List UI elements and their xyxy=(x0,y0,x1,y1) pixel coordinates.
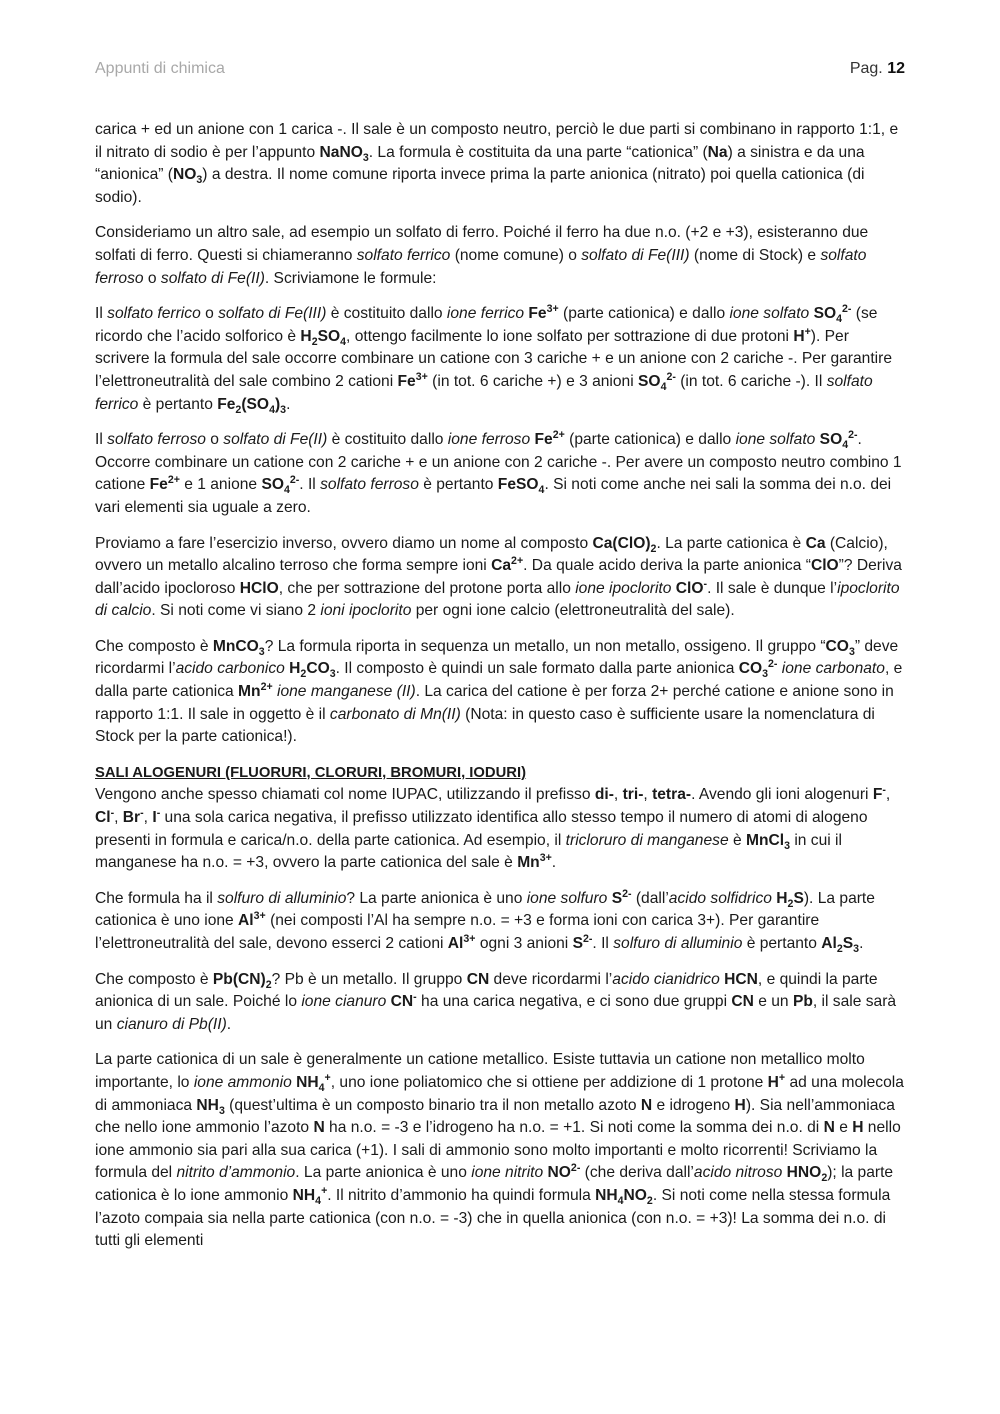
text-run: 2 xyxy=(650,542,657,555)
text-run: nitrito d’ammonio xyxy=(176,1164,296,1182)
text-run: Vengono anche spesso chiamati col nome IUPAC, utilizzando il prefisso xyxy=(95,786,595,804)
text-run: 4 xyxy=(283,484,290,497)
text-run: ClO xyxy=(810,557,839,575)
page-label: Pag. xyxy=(849,60,883,77)
text-run: deve ricordarmi l’ xyxy=(489,970,613,988)
text-run: o xyxy=(205,431,224,449)
text-run: 2 xyxy=(265,978,272,991)
text-run: ione ammonio xyxy=(193,1073,292,1091)
text-run: (Nota: in questo caso è sufficiente usare la nomenclatura di Stock per la parte cationica!). xyxy=(95,705,875,746)
text-run: . Scriviamone le formule: xyxy=(264,269,437,287)
text-run: e xyxy=(834,1119,853,1137)
text-run: - xyxy=(156,806,161,819)
text-run: Na xyxy=(707,143,728,161)
text-run: H xyxy=(852,1119,864,1137)
text-run: ione solfuro xyxy=(526,889,608,907)
text-run: 3 xyxy=(258,645,265,658)
text-run: 2 xyxy=(235,403,242,416)
text-run: H xyxy=(793,327,805,345)
text-run: , xyxy=(613,786,623,804)
text-run: 4 xyxy=(617,1195,624,1208)
page-number xyxy=(850,60,905,78)
text-run: (che deriva dall’ xyxy=(580,1164,694,1182)
text-run: (quest’ultima è un composto binario tra il non metallo azoto xyxy=(224,1096,641,1114)
text-run: NH xyxy=(595,1186,618,1204)
text-run: N xyxy=(823,1119,835,1137)
text-run: solfato ferrico xyxy=(356,246,451,264)
text-run: Che formula ha il xyxy=(95,889,218,907)
text-run: 4 xyxy=(660,381,667,394)
text-run: è pertanto xyxy=(418,476,498,494)
text-run: H xyxy=(767,1073,779,1091)
text-run: solfato ferrico xyxy=(95,372,873,413)
text-run: HNO xyxy=(786,1164,822,1182)
text-run: ione manganese (II) xyxy=(277,683,416,701)
text-run: FeSO xyxy=(497,476,539,494)
text-run: Ca(ClO) xyxy=(592,534,651,552)
text-run: ” deve ricordarmi l’ xyxy=(95,637,899,678)
text-run: Fe xyxy=(528,305,547,323)
text-run: + xyxy=(778,1071,786,1084)
text-run: ) xyxy=(274,395,281,413)
text-run: ipoclorito di calcio xyxy=(95,579,900,620)
text-run: è pertanto xyxy=(138,395,218,413)
text-run: , uno ione poliatomico che si ottiene per addizione di 1 protone xyxy=(330,1073,768,1091)
text-run: ione ferrico xyxy=(446,305,525,323)
text-run: ione ipoclorito xyxy=(575,579,672,597)
text-run: ione nitrito xyxy=(471,1164,544,1182)
text-run: ione cianuro xyxy=(301,993,387,1011)
text-run: + xyxy=(804,325,811,338)
text-run: . Si noti come vi siano 2 xyxy=(151,602,321,620)
text-run: 3 xyxy=(329,668,336,681)
text-run: . Il sale è dunque l’ xyxy=(707,579,838,597)
text-run: F xyxy=(872,786,883,804)
text-run: . Il xyxy=(299,476,321,494)
text-run: - xyxy=(140,806,144,819)
text-run: tetra- xyxy=(652,786,692,804)
text-run: 4 xyxy=(318,1082,325,1095)
text-run: N xyxy=(313,1119,325,1137)
text-run: è xyxy=(728,831,746,849)
text-run: 2- xyxy=(583,932,593,945)
text-run: carbonato di Mn(II) xyxy=(329,705,461,723)
text-run: 3 xyxy=(196,174,203,187)
text-run: S xyxy=(842,935,854,952)
text-run: ). Per scrivere la formula del sale occorre combinare un catione con 3 cariche + e un anione con 2 cariche -. Per garantire l’elettroneutralità del sale combino 2 cationi xyxy=(95,327,893,390)
text-run: ). La parte cationica è uno ione xyxy=(95,889,875,930)
text-run: Il xyxy=(95,431,108,449)
text-run: e un xyxy=(753,993,793,1011)
text-run: ad una molecola di ammoniaca xyxy=(95,1073,904,1114)
text-run: 3+ xyxy=(253,910,266,923)
text-run: solfato di Fe(III) xyxy=(581,246,690,264)
text-run: + xyxy=(324,1071,331,1084)
text-run: NO xyxy=(173,166,197,184)
text-run: (nome di Stock) e xyxy=(689,246,821,264)
text-run: 2- xyxy=(666,370,676,383)
text-run: ione solfato xyxy=(735,431,816,449)
text-run: SO xyxy=(317,327,341,345)
paragraph xyxy=(95,888,907,956)
text-run: S xyxy=(572,935,583,952)
text-run: . xyxy=(859,935,864,952)
text-run: HClO xyxy=(239,579,279,597)
text-run: ClO xyxy=(675,579,704,597)
text-run: (nei composti l’Al ha sempre n.o. = +3 e forma ioni con carica 3+). Per garantire l’elettroneutralità del sale, devono esserci 2 cationi xyxy=(95,912,820,952)
text-run: 2 xyxy=(311,335,318,348)
text-run: , ottengo facilmente lo ione solfato per sottrazione di due protoni xyxy=(346,327,794,345)
text-run: La parte cationica di un sale è generalmente un catione metallico. Esiste tuttavia un catione non metallico molto importante, lo xyxy=(95,1051,865,1091)
text-run: tri- xyxy=(622,786,644,804)
text-run: e 1 anione xyxy=(179,476,262,494)
text-run: . La formula è costituita da una parte “cationica” ( xyxy=(368,143,708,161)
document-title: Appunti di chimica xyxy=(95,60,225,77)
text-run: . xyxy=(286,395,291,413)
text-run: H xyxy=(776,889,788,907)
text-run: ione carbonato xyxy=(781,660,885,678)
text-run: NaNO xyxy=(319,143,363,161)
paragraph xyxy=(95,429,907,519)
section-heading: SALI ALOGENURI (FLUORURI, CLORURI, BROMURI, IODURI) xyxy=(95,764,527,781)
text-run: CN xyxy=(731,993,754,1011)
paragraph xyxy=(95,636,907,749)
text-run: Che composto è xyxy=(95,970,213,988)
paragraph xyxy=(95,222,907,290)
text-run: S xyxy=(793,889,804,907)
text-run: acido solfidrico xyxy=(668,889,772,907)
text-run: 3+ xyxy=(539,852,552,865)
text-run: ) a sinistra e da una “anionica” ( xyxy=(95,143,865,184)
text-run: Mn xyxy=(238,683,261,701)
text-run: carica + ed un anione con 1 carica -. Il sale è un composto neutro, perciò le due parti si combinano in rapporto 1:1, e il nitrato di sodio è per l’appunto xyxy=(95,121,899,161)
text-run: . La parte cationica è xyxy=(656,534,806,552)
text-run: (in tot. 6 cariche -). Il xyxy=(675,372,827,390)
text-run: acido cianidrico xyxy=(612,970,720,988)
text-run: acido nitroso xyxy=(693,1164,783,1182)
text-run: NH xyxy=(196,1096,219,1114)
text-run: SO xyxy=(813,305,837,323)
text-run: . Il composto è quindi un sale formato dalla parte anionica xyxy=(335,660,739,678)
text-run: , il sale sarà un xyxy=(95,993,897,1033)
text-run: 2+ xyxy=(260,680,273,693)
text-run: CO xyxy=(306,660,330,678)
text-run: , xyxy=(143,809,153,827)
text-run: o xyxy=(143,269,161,287)
text-run: CO xyxy=(738,660,763,678)
text-run: nello ione ammonio sia pari alla sua carica (+1). I sali di ammonio sono molto importanti e molto ricorrenti! Scriviamo la formula del xyxy=(95,1119,901,1182)
text-run: - xyxy=(882,784,886,797)
text-run: 2- xyxy=(768,658,778,671)
page-header xyxy=(95,60,905,78)
text-run: solfato ferroso xyxy=(95,246,867,287)
text-run: . Occorre combinare un catione con 2 cariche + e un anione con 2 cariche -. Per avere un composto neutro combino 1 catione xyxy=(95,431,902,494)
text-run: una sola carica negativa, il prefisso utilizzato identifica allo stesso tempo il numero di atomi di alogeno presenti in formula e carica/n.o. della parte cationica. Ad esempio, il xyxy=(95,809,868,849)
text-run: 3+ xyxy=(546,302,559,315)
text-run: , e quindi la parte anionica di un sale. Poiché lo xyxy=(95,970,878,1011)
text-run: Pb xyxy=(792,993,813,1011)
text-run: è pertanto xyxy=(742,935,822,952)
text-run: Ca xyxy=(805,534,826,552)
text-run: 3 xyxy=(280,403,287,416)
text-run: N xyxy=(640,1096,653,1114)
text-run: . Avendo gli ioni alogenuri xyxy=(691,786,873,804)
text-run: H xyxy=(289,660,301,678)
text-run: Pb(CN) xyxy=(212,970,266,988)
text-run: 2+ xyxy=(511,554,524,567)
text-run: Fe xyxy=(534,431,553,449)
text-run: , xyxy=(643,786,653,804)
text-run: Consideriamo un altro sale, ad esempio un solfato di ferro. Poiché il ferro ha due n.o. (+2 e +3), esisteranno due solfati di ferro. Questi si chiameranno xyxy=(95,224,869,264)
text-run: Che composto è xyxy=(95,637,213,655)
text-run: solfato di Fe(II) xyxy=(223,431,328,449)
text-run: MnCl xyxy=(745,831,785,849)
text-run: (in tot. 6 cariche +) e 3 anioni xyxy=(427,372,639,390)
text-run: HCN xyxy=(724,970,758,988)
text-run: , xyxy=(885,786,891,804)
text-run: Al xyxy=(447,935,464,952)
text-run: NO xyxy=(547,1164,571,1182)
text-run: CO xyxy=(825,637,849,655)
text-run: . Si noti come anche nei sali la somma dei n.o. dei vari elementi sia uguale a zero. xyxy=(95,476,892,516)
text-run: 2 xyxy=(646,1195,653,1208)
text-run: ha n.o. = -3 e l’idrogeno ha n.o. = +1. Si noti come la somma dei n.o. di xyxy=(324,1119,824,1137)
text-run: 4 xyxy=(842,439,849,452)
text-run: SO xyxy=(638,372,661,390)
text-run: solfato ferrico xyxy=(107,305,201,323)
text-run: Fe xyxy=(397,372,416,390)
text-run: acido carbonico xyxy=(175,660,285,678)
text-run: cianuro di Pb(II) xyxy=(116,1015,227,1033)
text-run: ? Pb è un metallo. Il gruppo xyxy=(271,970,467,988)
text-run: ). Sia nell’ammoniaca che nello ione ammonio l’azoto xyxy=(95,1096,895,1137)
text-run: SO xyxy=(819,431,843,449)
text-run: , e dalla parte cationica xyxy=(95,660,903,701)
text-run: - xyxy=(413,991,417,1003)
text-run: SO xyxy=(261,476,284,494)
text-run: - xyxy=(703,577,708,590)
text-run: ione ferroso xyxy=(447,431,531,449)
text-run: Cl xyxy=(95,809,111,827)
text-run: Fe xyxy=(149,476,168,494)
text-run: Br xyxy=(122,809,141,827)
text-run: solfato di Fe(II) xyxy=(160,269,265,287)
text-run: (Calcio), ovvero un metallo alcalino terroso che forma sempre ioni xyxy=(95,534,888,575)
text-run: 2- xyxy=(570,1162,581,1175)
text-run: (parte cationica) e dallo xyxy=(558,305,730,323)
text-run: 4 xyxy=(340,335,347,348)
text-run: 2 xyxy=(787,897,794,910)
text-run: Al xyxy=(238,912,254,930)
text-run: NH xyxy=(292,1186,316,1204)
text-run: MnCO xyxy=(212,637,259,655)
text-run: ) a destra. Il nome comune riporta invece prima la parte anionica (nitrato) poi quella cationica (di sodio). xyxy=(95,166,865,206)
text-run: 2 xyxy=(821,1172,828,1185)
text-run: . Il nitrito d’ammonio ha quindi formula xyxy=(327,1186,596,1204)
paragraph xyxy=(95,119,907,209)
text-run: 4 xyxy=(836,313,843,326)
text-run: ”? Deriva dall’acido ipocloroso xyxy=(95,557,902,597)
text-run: 2 xyxy=(836,943,843,956)
text-run: H xyxy=(300,327,312,345)
text-run: + xyxy=(321,1184,328,1197)
text-run: ione solfato xyxy=(729,305,810,323)
text-run: solfato ferroso xyxy=(320,476,419,494)
text-run: . xyxy=(551,854,557,872)
text-run: 3+ xyxy=(415,370,428,383)
text-run: e idrogeno xyxy=(652,1096,735,1114)
text-run: CN xyxy=(390,993,414,1011)
text-run: I xyxy=(152,809,157,827)
text-run: 2- xyxy=(848,428,858,441)
text-run: è costituito dallo xyxy=(326,305,447,323)
text-run: (dall’ xyxy=(631,889,669,907)
text-run: . Si noti come nella stessa formula l’azoto compaia sia nella parte cationica (con n.o. = -3) che in quella anionica (con n.o. = +3)! La somma dei n.o. di tutti gli elementi xyxy=(95,1186,891,1250)
text-run: , xyxy=(114,809,123,827)
text-run: ? La formula riporta in sequenza un metallo, un non metallo, ossigeno. Il gruppo “ xyxy=(264,637,826,655)
document-body xyxy=(95,119,907,1266)
text-run: solfuro di alluminio xyxy=(613,935,743,952)
text-run: 3+ xyxy=(463,932,476,945)
paragraph xyxy=(95,969,907,1037)
text-run: ioni ipoclorito xyxy=(320,602,412,620)
paragraph xyxy=(95,784,907,874)
text-run: Mn xyxy=(517,854,540,872)
text-run: , che per sottrazione del protone porta allo xyxy=(278,579,576,597)
text-run: 2- xyxy=(289,474,300,487)
text-run: - xyxy=(110,806,115,819)
text-run: . xyxy=(226,1015,232,1033)
text-run: solfuro di alluminio xyxy=(217,889,347,907)
text-run: H xyxy=(734,1096,746,1114)
text-run: 2- xyxy=(622,887,632,900)
text-run: 3 xyxy=(362,151,369,164)
text-run: ? La parte anionica è uno xyxy=(346,889,527,907)
text-run: Fe xyxy=(217,395,236,413)
text-run: di- xyxy=(594,786,614,804)
text-run: . Il xyxy=(592,935,614,952)
text-run: . Da quale acido deriva la parte anionica “ xyxy=(523,557,811,575)
text-run: (SO xyxy=(241,395,270,413)
text-run: in cui il manganese ha n.o. = +3, ovvero la parte cationica del sale è xyxy=(95,831,842,872)
text-run: NO xyxy=(623,1186,647,1204)
text-run: ); la parte cationica è lo ione ammonio xyxy=(95,1164,894,1204)
text-run: . La carica del catione è per forza 2+ perché catione e anione sono in rapporto 1:1. Il sale in oggetto è il xyxy=(95,683,894,723)
text-run: Proviamo a fare l’esercizio inverso, ovvero diamo un nome al composto xyxy=(95,534,593,552)
text-run: 4 xyxy=(315,1195,322,1208)
text-run: 2+ xyxy=(552,428,565,441)
text-run: . La parte anionica è uno xyxy=(295,1164,472,1182)
text-run: 4 xyxy=(538,484,545,497)
paragraph xyxy=(95,533,907,623)
text-run: (parte cationica) e dallo xyxy=(564,431,736,449)
text-run: 3 xyxy=(762,668,768,681)
text-run: 2 xyxy=(300,668,307,681)
text-run: CN xyxy=(466,970,490,988)
text-run: Ca xyxy=(491,557,512,575)
text-run: S xyxy=(611,889,623,907)
text-run: Al xyxy=(821,935,837,952)
text-run: è costituito dallo xyxy=(327,431,448,449)
text-run: per ogni ione calcio (elettroneutralità del sale). xyxy=(411,602,735,620)
paragraph xyxy=(95,303,907,416)
text-run: 3 xyxy=(853,943,860,956)
text-run: ha una carica negativa, e ci sono due gruppi xyxy=(416,993,732,1011)
text-run: solfato di Fe(III) xyxy=(218,305,327,323)
text-run: 2+ xyxy=(167,474,180,487)
text-run: 4 xyxy=(269,403,275,416)
text-run: (nome comune) o xyxy=(450,246,582,264)
text-run: tricloruro di manganese xyxy=(565,831,729,849)
text-run: 3 xyxy=(784,839,790,852)
page-number-value: 12 xyxy=(887,60,905,77)
text-run: 3 xyxy=(848,645,855,658)
text-run: NH xyxy=(296,1073,319,1091)
text-run: (se ricordo che l’acido solforico è xyxy=(95,305,878,345)
text-run: ogni 3 anioni xyxy=(475,935,573,952)
text-run: 3 xyxy=(218,1104,225,1117)
text-run: solfato ferroso xyxy=(107,431,206,449)
text-run: o xyxy=(200,305,219,323)
text-run: 2- xyxy=(842,302,852,315)
paragraph xyxy=(95,1049,907,1252)
text-run: Il xyxy=(95,305,108,323)
